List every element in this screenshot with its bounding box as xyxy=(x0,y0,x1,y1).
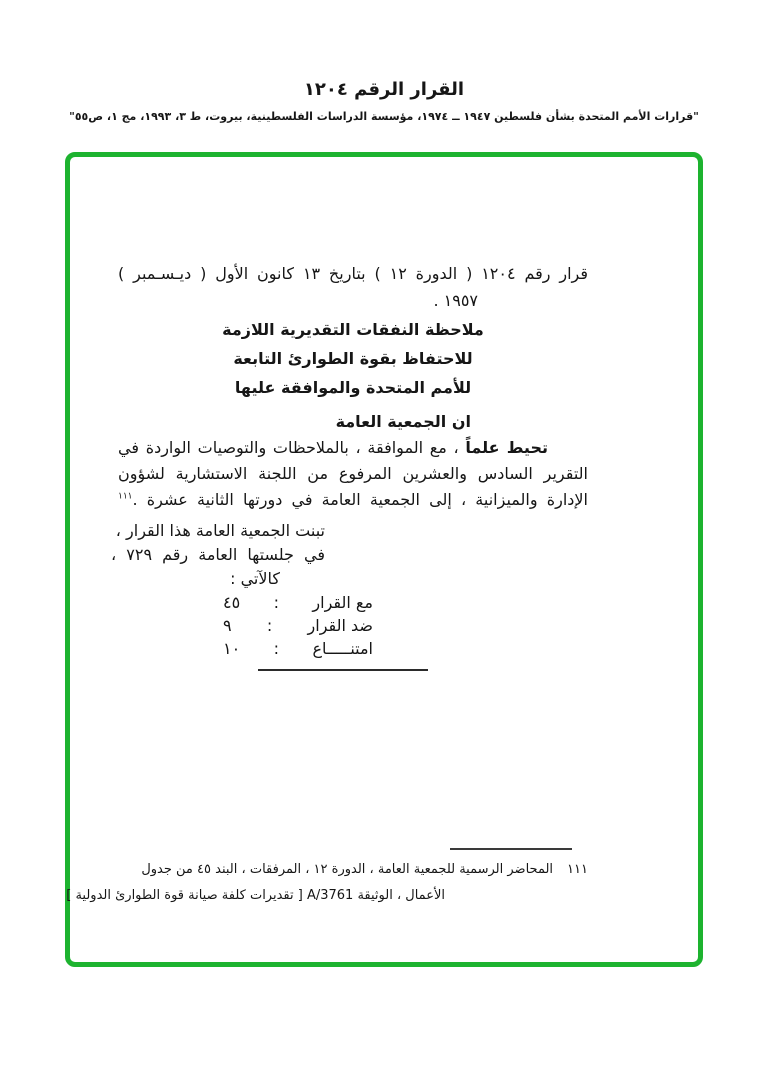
footnote-line-2: الأعمال ، الوثيقة A/3761 [ تقديرات كلفة صيانة قوة الطوارئ الدولية ] xyxy=(66,888,445,903)
vote-colon: : xyxy=(266,616,273,635)
vote-row-for xyxy=(223,591,373,614)
footnote-separator-rule xyxy=(450,848,572,850)
resolution-heading-line1: قرار رقم ١٢٠٤ ( الدورة ١٢ ) بتاريخ ١٣ كانون الأول ( ديـسـمبر ) xyxy=(118,264,588,283)
document-text-column xyxy=(111,260,588,671)
footnote-line-1 xyxy=(118,857,588,883)
paragraph-lead: تحيط علماً xyxy=(465,438,548,457)
vote-colon: : xyxy=(273,593,279,612)
page-title: القرار الرقم ١٢٠٤ xyxy=(303,79,465,100)
adoption-line-1: تبنت الجمعية العامة هذا القرار ، xyxy=(115,521,325,540)
vote-label: مع القرار xyxy=(312,593,373,612)
vote-row-abstain xyxy=(223,637,373,660)
vote-label: امتنـــــاع xyxy=(312,639,373,658)
vote-value: ١٠ xyxy=(223,639,241,658)
source-citation-line: "قرارات الأمم المتحدة بشأن فلسطين ١٩٤٧ ــ ١٩٧٤، مؤسسة الدراسات الفلسطينية، بيروت، ط ٣، ١٩٩٣، مج ١، ص٥٥" xyxy=(69,110,699,123)
vote-value: ٤٥ xyxy=(223,593,241,612)
document-frame xyxy=(65,152,703,967)
vote-value: ٩ xyxy=(223,616,232,635)
resolution-heading-line2: ١٩٥٧ . xyxy=(433,291,478,310)
vote-colon: : xyxy=(273,639,280,658)
footnote-line1-text: المحاضر الرسمية للجمعية العامة ، الدورة ١٢ ، المرفقات ، البند ٤٥ من جدول xyxy=(141,862,554,877)
vote-label: ضد القرار xyxy=(307,616,373,635)
body-paragraph-line1 xyxy=(118,435,588,461)
footnote-number: ١١١ xyxy=(567,862,588,877)
footnote-reference-marker: ١١١ xyxy=(118,491,133,502)
paragraph-line3-text: الإدارة والميزانية ، إلى الجمعية العامة في دورتها الثانية عشرة . xyxy=(132,490,588,509)
adoption-line-3: كالآتي : xyxy=(230,569,280,588)
paragraph-line1-rest: ، مع الموافقة ، بالملاحظات والتوصيات الواردة في xyxy=(118,438,466,457)
subject-line-2: للاحتفاظ بقوة الطوارئ التابعة xyxy=(233,349,473,368)
vote-row-against xyxy=(223,614,373,637)
body-paragraph-line2: التقرير السادس والعشرين المرفوع من اللجنة الاستشارية لشؤون xyxy=(118,464,588,483)
footnote-block xyxy=(66,848,588,909)
subject-line-3: للأمم المتحدة والموافقة عليها xyxy=(234,378,472,397)
subject-line-1: ملاحظة النفقات التقديرية اللازمة xyxy=(222,320,484,339)
preamble-heading: ان الجمعية العامة xyxy=(335,412,471,431)
body-paragraph-line3 xyxy=(118,487,588,513)
adoption-line-2: في جلستها العامة رقم ٧٢٩ ، xyxy=(111,545,325,564)
section-divider-rule xyxy=(258,669,428,671)
